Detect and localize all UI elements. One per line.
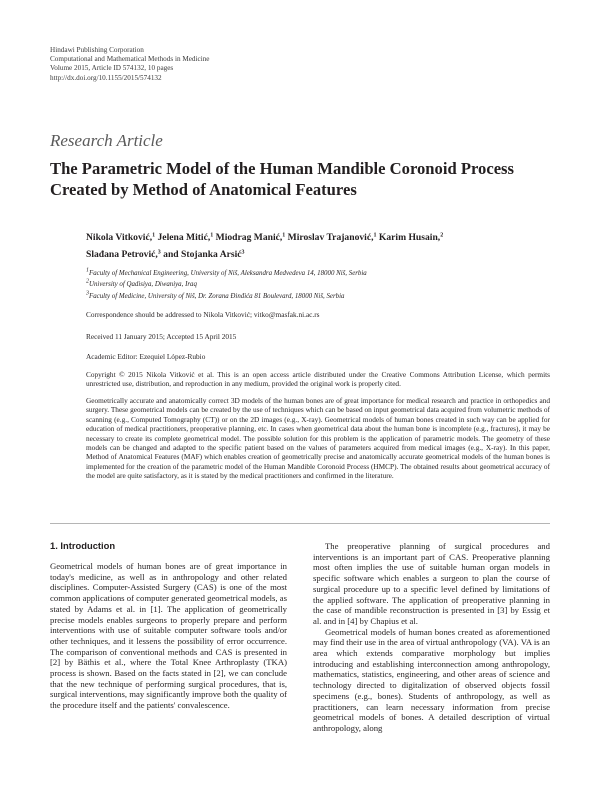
academic-editor: Academic Editor: Ezequiel López-Rubio <box>86 352 206 361</box>
author: Slađana Petrović,$^3$ <box>86 248 161 260</box>
author: Miroslav Trajanović,$^1$ <box>285 232 377 243</box>
article-type: Research Article <box>50 131 163 150</box>
affiliation-list <box>86 268 550 302</box>
left-column <box>50 540 287 711</box>
author: Nikola Vitković,$^1$ <box>86 232 156 243</box>
received-dates: Received 11 January 2015; Accepted 15 April 2015 <box>86 332 237 341</box>
affiliation: $^1$Faculty of Mechanical Engineering, University of Niš, Aleksandra Medvedeva 14, 18000 Niš, Serbia <box>86 267 367 277</box>
right-column <box>313 541 550 734</box>
author: and Stojanka Arsić$^3$ <box>160 248 245 260</box>
correspondence: Correspondence should be addressed to Nikola Vitković; vitko@masfak.ni.ac.rs <box>86 310 320 319</box>
author: Jelena Mitić,$^1$ <box>155 232 214 243</box>
author: Karim Husain,$^2$ <box>376 232 444 243</box>
journal-header <box>50 46 210 83</box>
copyright-notice: Copyright © 2015 Nikola Vitković et al. This is an open access article distributed under the Creative Commons Attribution License, which permits unrestricted use, distribution, and reproduction in any medium, provided the original work is properly cited. <box>86 370 550 389</box>
affiliation: $^3$Faculty of Medicine, University of Niš, Dr. Zorana Đinđića 81 Boulevard, 18000 Niš, Serbia <box>86 290 345 300</box>
paragraph: The preoperative planning of surgical procedures and interventions is an important part of CAS. Preoperative planning most often implies the use of suitable human organ models in specific software which enables a surgeon to plan the course of surgical procedure up to a specific level defined by limitations of the applied software. The application of preoperative planning in the case of mandible reconstruction is presented in [3] by Essig et al. and in [4] by Chapius et al. <box>313 541 550 626</box>
paper-title: The Parametric Model of the Human Mandible Coronoid Process Created by Method of Anatomical Features <box>50 159 514 199</box>
doi-link[interactable]: http://dx.doi.org/10.1155/2015/574132 <box>50 73 162 82</box>
paragraph: Geometrical models of human bones created as aforementioned may find their use in the area of virtual anthropology (VA). VA is an area which extends comparative morphology but implies introducing and establishing interconnection among anthropology, mathematics, statistics, engineering, and other areas of science and technology directed to digitalization of observed objects fossil specimens (e.g., bones). Students of anthropology, as well as practitioners, can learn necessary information from precise geometrical models of bones. A detailed description of virtual anthropology, along <box>313 626 550 733</box>
publisher-line: Hindawi Publishing Corporation <box>50 46 144 54</box>
author-list <box>86 230 550 263</box>
volume-line: Volume 2015, Article ID 574132, 10 pages <box>50 64 174 73</box>
abstract-divider <box>50 523 550 524</box>
affiliation: $^2$University of Qadisiya, Diwaniya, Iraq <box>86 278 197 289</box>
journal-name: Computational and Mathematical Methods in Medicine <box>50 55 210 64</box>
section-heading: 1. Introduction <box>50 540 116 551</box>
author: Miodrag Manić,$^1$ <box>213 232 286 243</box>
abstract: Geometrically accurate and anatomically correct 3D models of the human bones are of great importance for medical research and practice in orthopedics and surgery. These geometrical models can be created by the use of techniques which can be based on input geometrical data acquired from volumetric methods of scanning (e.g., Computed Tomography (CT)) or on the 2D images (e.g., X-ray). Geometrical models of human bones created in such way can be applied for education of medical practitioners, preoperative planning, etc. In cases when geometrical data about the human bone is incomplete (e.g., fractures), it may be necessary to create its complete geometrical model. The possible solution for this problem is the application of parametric models. The geometry of these models can be changed and adapted to the specific patient based on the values of parameters acquired from medical images (e.g., X-ray). In this paper, Method of Anatomical Features (MAF) which enables creation of geometrically precise and anatomically accurate geometrical models of the human bones is implemented for the creation of the parametric model of the Human Mandible Coronoid Process (HMCP). The obtained results about geometrical accuracy of the model are quite satisfactory, as it is stated by the medical practitioners and confirmed in the literature. <box>86 396 550 481</box>
paragraph: Geometrical models of human bones are of great importance in today's medicine, as well as in anthropology and other related disciplines. Computer-Assisted Surgery (CAS) is one of the most common applications of computer generated geometrical models, as stated by Adams et al. in [1]. The application of geometrically precise models enables surgeons to properly prepare and perform interventions with use of suitable computer software tools and/or other techniques, and it lessens the possibility of error occurrence. The comparison of conventional methods and CAS is presented in [2] by Bäthis et al., where the Total Knee Arthroplasty (TKA) process is shown. Based on the facts stated in [2], we can conclude that the new technique of performing surgical procedures, that is, surgical interventions, may significantly improve both the quality of the procedure itself and the patients' convalescence. <box>50 561 288 711</box>
